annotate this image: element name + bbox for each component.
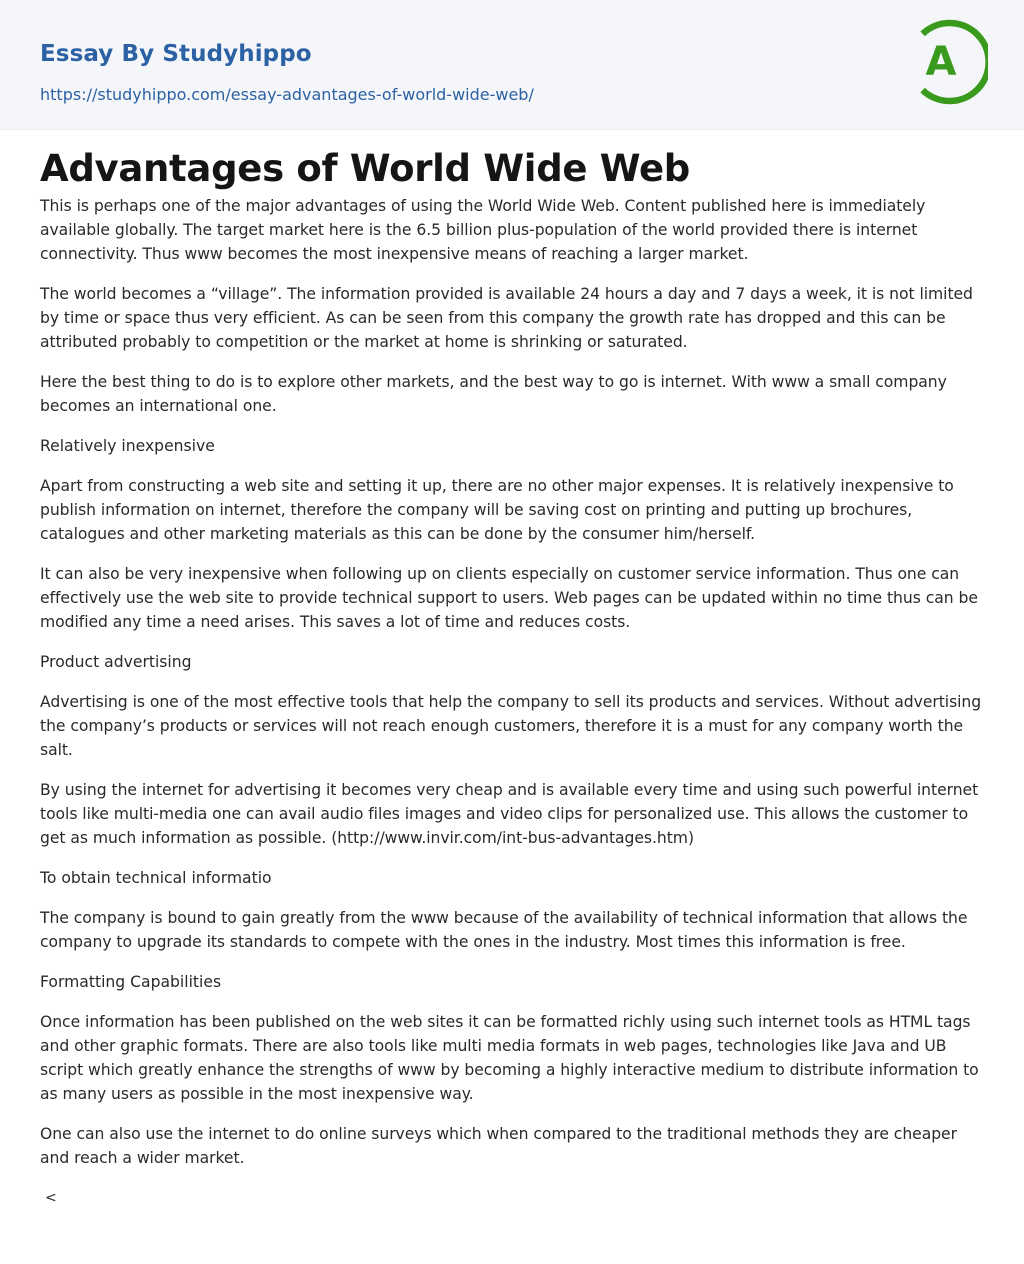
logo-letter: A [925,39,957,85]
paragraph: By using the internet for advertising it becomes very cheap and is available every time and using such powerful internet tools like multi-media one can avail audio files images and video clips for personalized use. This allows the customer to get as much information as possible. (http://www.invir.com/int-bus-advantages.htm) [40,781,979,847]
page-title: Advantages of World Wide Web [40,147,690,190]
paragraph: The world becomes a “village”. The information provided is available 24 hours a day and 7 days a week, it is not limited by time or space thus very efficient. As can be seen from this company the growth rate has dropped and this can be attributed probably to competition or the market at home is shrinking or saturated. [40,285,973,351]
section-heading: To obtain technical informatio [40,869,272,887]
paragraph: Advertising is one of the most effective tools that help the company to sell its products and services. Without advertising the company’s products or services will not reach enough customers, therefore it is a must for any company worth the salt. [40,693,982,759]
section-heading: Relatively inexpensive [40,437,215,455]
paragraph: One can also use the internet to do online surveys which when compared to the traditional methods they are cheaper and reach a wider market. [40,1125,957,1167]
studyhippo-logo-icon[interactable] [910,18,988,106]
paragraph: The company is bound to gain greatly from the www because of the availability of technical information that allows the company to upgrade its standards to compete with the ones in the industry. Most times this information is free. [40,909,968,951]
section-heading: Formatting Capabilities [40,973,222,991]
article-body [40,194,984,1170]
page-header [0,0,1024,130]
paragraph: Here the best thing to do is to explore other markets, and the best way to go is internet. With www a small company becomes an international one. [40,373,947,415]
paragraph: This is perhaps one of the major advantages of using the World Wide Web. Content published here is immediately available globally. The target market here is the 6.5 billion plus-population of the world provided there is internet connectivity. Thus www becomes the most inexpensive means of reaching a larger market. [40,197,926,263]
brand-title[interactable]: Essay By Studyhippo [40,41,312,67]
essay-url-link[interactable]: https://studyhippo.com/essay-advantages-of-world-wide-web/ [40,85,534,104]
article [0,146,1024,1210]
paragraph: Apart from constructing a web site and setting it up, there are no other major expenses. It is relatively inexpensive to publish information on internet, therefore the company will be saving cost on printing and putting up brochures, catalogues and other marketing materials as this can be done by the consumer him/herself. [40,477,954,543]
paragraph: It can also be very inexpensive when following up on clients especially on customer service information. Thus one can effectively use the web site to provide technical support to users. Web pages can be updated within no time thus can be modified any time a need arises. This saves a lot of time and reduces costs. [40,565,978,631]
pagination-prev-link[interactable]: < [45,1190,57,1206]
section-heading: Product advertising [40,653,192,671]
paragraph: Once information has been published on the web sites it can be formatted richly using such internet tools as HTML tags and other graphic formats. There are also tools like multi media formats in web pages, technologies like Java and UB script which greatly enhance the strengths of www by becoming a highly interactive medium to distribute information to as many users as possible in the most inexpensive way. [40,1013,979,1103]
